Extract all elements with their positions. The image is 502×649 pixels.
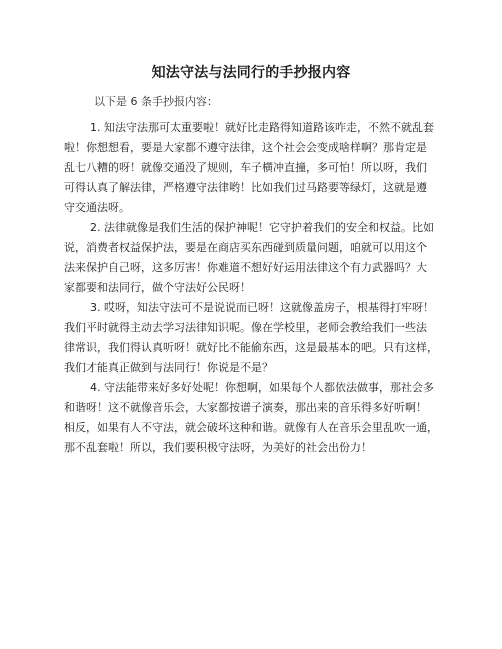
paragraph-4 <box>64 378 442 458</box>
paragraph-line: 和谐呀！这不就像音乐会，大家都按谱子演奏，那出来的音乐得多好听啊！ <box>64 401 427 414</box>
paragraph-line: 我们才能真正做到与法同行！你说是不是？ <box>64 361 273 374</box>
paragraph-line: 律常识，我们得认真听呀！就好比不能偷东西，这是最基本的吧。只有这样， <box>64 341 438 354</box>
paragraph-line: 1. 知法守法那可太重要啦！就好比走路得知道路该咋走，不然不就乱套 <box>90 121 434 134</box>
paragraph-line: 4. 守法能带来好多好处呢！你想啊，如果每个人都依法做事，那社会多 <box>90 381 434 394</box>
paragraph-line: 守交通法呀。 <box>64 201 130 214</box>
paragraph-line: 法来保护自己呀，这多厉害！你难道不想好好运用法律这个有力武器吗？大 <box>64 261 427 274</box>
paragraph-line: 那不乱套啦！所以，我们要积极守法呀，为美好的社会出份力！ <box>64 441 372 454</box>
paragraph-line: 相反，如果有人不守法，就会破坏这种和谐。就像有人在音乐会里乱吹一通， <box>64 421 438 434</box>
intro-text: 以下是 6 条手抄报内容： <box>94 95 218 108</box>
paragraph-line: 3. 哎呀，知法守法可不是说说而已呀！这就像盖房子，根基得打牢呀！ <box>90 301 434 314</box>
paragraph-line: 说，消费者权益保护法，要是在商店买东西碰到质量问题，咱就可以用这个 <box>64 241 427 254</box>
paragraph-2 <box>64 218 442 298</box>
paragraph-line: 啦！你想想看，要是大家都不遵守法律，这个社会会变成啥样啊？那肯定是 <box>64 141 427 154</box>
paragraph-line: 家都要和法同行，做个守法好公民呀！ <box>64 281 251 294</box>
paragraph-1 <box>64 118 442 218</box>
paragraph-line: 我们平时就得主动去学习法律知识呢。像在学校里，老师会教给我们一些法 <box>64 321 427 334</box>
paragraph-line: 2. 法律就像是我们生活的保护神呢！它守护着我们的安全和权益。比如 <box>90 221 434 234</box>
document-title: 知法守法与法同行的手抄报内容 <box>151 65 351 81</box>
paragraph-line: 乱七八糟的呀！就像交通没了规则，车子横冲直撞，多可怕！所以呀，我们 <box>64 161 427 174</box>
paragraph-3 <box>64 298 442 378</box>
paragraph-line: 可得认真了解法律，严格遵守法律哟！比如我们过马路要等绿灯，这就是遵 <box>64 181 427 194</box>
document-body <box>64 118 442 458</box>
